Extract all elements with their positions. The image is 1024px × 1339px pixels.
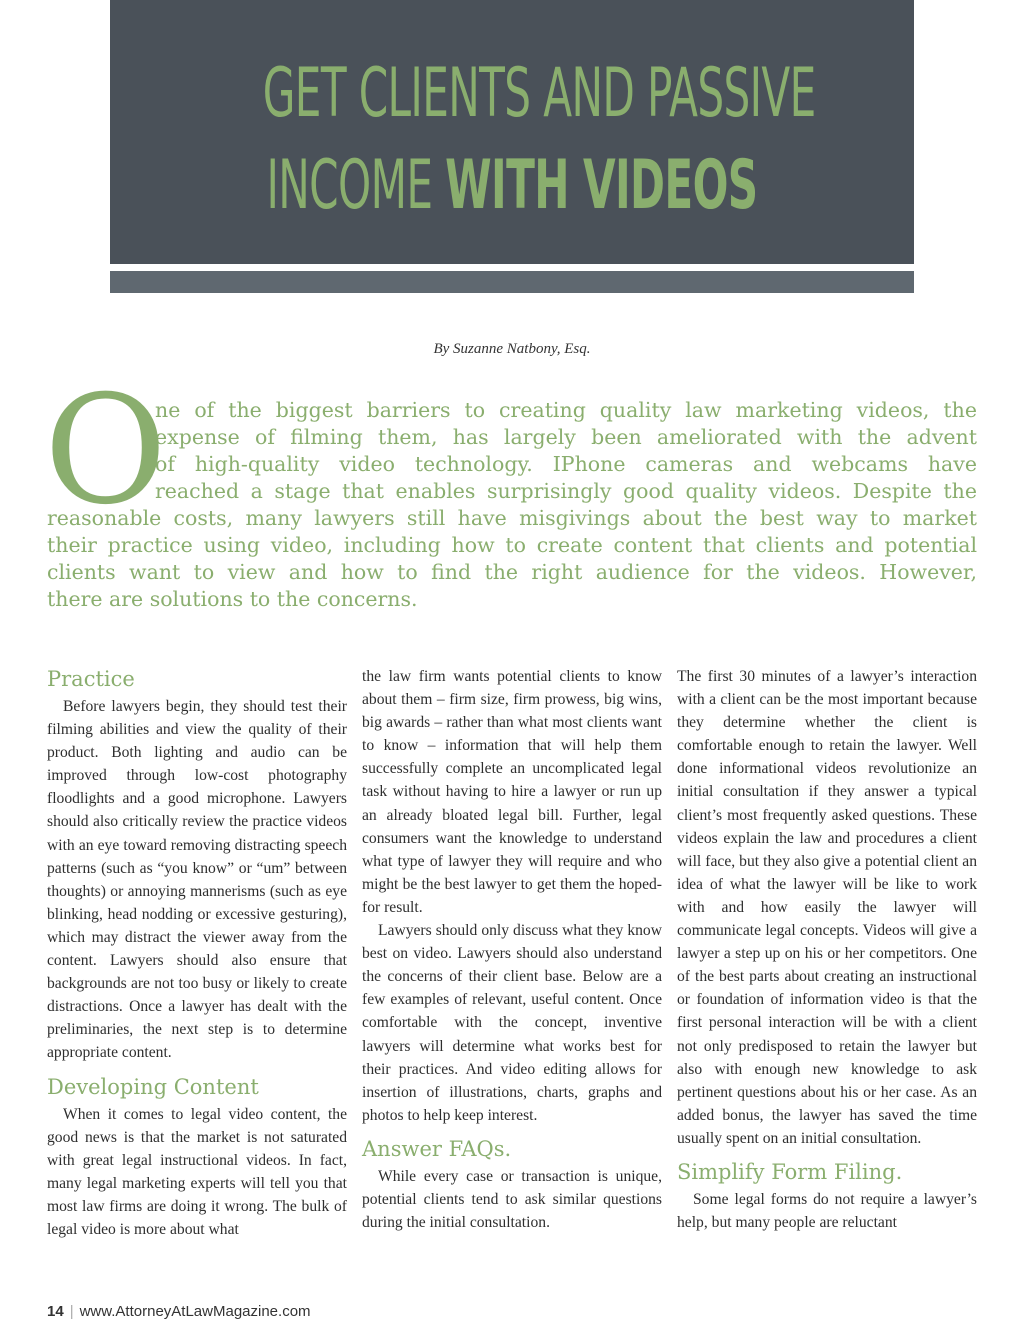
intro-line: there are solutions to the concerns.: [47, 587, 418, 611]
intro-line: reached a stage that enables surprisingly good quality videos. Despite the: [155, 479, 977, 503]
body-paragraph: the law firm wants potential clients to know about them – firm size, firm prowess, big wins, big awards – rather than what most clients want to know – information that will help them successfully complete an uncomplicated legal task without having to hire a lawyer or run up an already bloated legal bill. Further, legal consumers want the knowledge to understand what type of lawyer they will require and who might be the best lawyer to get them the hoped-for result.: [362, 668, 662, 916]
title-line-2: [263, 140, 761, 232]
header-banner: [110, 0, 914, 264]
intro-line: reasonable costs, many lawyers still have misgivings about the best way to market: [47, 506, 977, 530]
title-line-1: GET CLIENTS AND PASSIVE: [262, 54, 816, 133]
section-heading-practice: Practice: [47, 667, 135, 691]
title-line-2-light: INCOME: [266, 146, 433, 225]
section-heading-simplify-form-filing: Simplify Form Filing.: [677, 1159, 903, 1184]
column-3: [677, 665, 977, 1234]
intro-line: clients want to view and how to find the right audience for the videos. However,: [47, 560, 977, 584]
footer-separator: |: [69, 1303, 74, 1320]
article-title: [262, 48, 816, 232]
body-paragraph: Lawyers should only discuss what they know best on video. Lawyers should also understand the concerns of their client base. Below are a few examples of relevant, useful content. Once comfortable with the concept, inventive lawyers will determine what works best for their practices. And video editing allows for insertion of illustrations, charts, graphs and photos to help keep interest.: [362, 922, 662, 1124]
title-line-2-bold: WITH VIDEOS: [445, 146, 758, 225]
body-paragraph: While every case or transaction is unique, potential clients tend to ask similar questions during the initial consultation.: [362, 1167, 662, 1232]
section-heading-developing-content: Developing Content: [47, 1074, 259, 1099]
header-divider-bar: [110, 271, 914, 293]
intro-line: ne of the biggest barriers to creating quality law marketing videos, the: [155, 398, 977, 422]
intro-line: of high-quality video technology. IPhone cameras and webcams have: [155, 452, 977, 476]
drop-cap: O: [44, 364, 167, 538]
body-paragraph: Some legal forms do not require a lawyer’s help, but many people are reluctant: [677, 1190, 977, 1232]
column-1: [47, 665, 347, 1241]
column-2: [362, 665, 662, 1234]
intro-paragraph: [47, 397, 977, 613]
intro-line: expense of filming them, has largely been ameliorated with the advent: [155, 425, 977, 449]
byline: By Suzanne Natbony, Esq.: [433, 341, 591, 357]
body-paragraph: The first 30 minutes of a lawyer’s interaction with a client can be the most important because they determine whether the client is comfortable enough to retain the lawyer. Well done informational videos revolutionize an initial consultation if they answer a typical client’s most frequently asked questions. These videos explain the law and procedures a client will face, but they also give a potential client an idea of what the lawyer will be like to work with and how easily the lawyer will communicate legal concepts. Videos will give a lawyer a step up on his or her competitors. One of the best parts about creating an instructional or foundation of information video is that the first personal interaction will be with a client not only predisposed to retain the lawyer but also with enough new knowledge to ask pertinent questions about his or her case. As an added bonus, the lawyer has saved the time usually spent on an initial consultation.: [677, 668, 977, 1147]
body-paragraph: Before lawyers begin, they should test their filming abilities and view the quality of their product. Both lighting and audio can be improved through low-cost photography floodlights and a good microphone. Lawyers should also critically review the practice videos with an eye toward removing distracting speech patterns (such as “you know” or “um” between thoughts) or annoying mannerisms (such as eye blinking, head nodding or excessive gesturing), which may distract the viewer away from the content. Lawyers should also ensure that backgrounds are not too busy or likely to create distractions. Once a lawyer has dealt with the preliminaries, the next step is to determine appropriate content.: [47, 698, 347, 1062]
page-number: 14: [47, 1303, 64, 1320]
page-footer: [47, 1303, 311, 1320]
section-heading-answer-faqs: Answer FAQs.: [362, 1136, 512, 1161]
footer-site-link[interactable]: www.AttorneyAtLawMagazine.com: [79, 1303, 311, 1320]
body-paragraph: When it comes to legal video content, the good news is that the market is not saturated with great legal instructional videos. In fact, many legal marketing experts will tell you that most law firms are doing it wrong. The bulk of legal video is more about what: [47, 1105, 347, 1238]
intro-line: their practice using video, including how to create content that clients and potential: [47, 533, 977, 557]
